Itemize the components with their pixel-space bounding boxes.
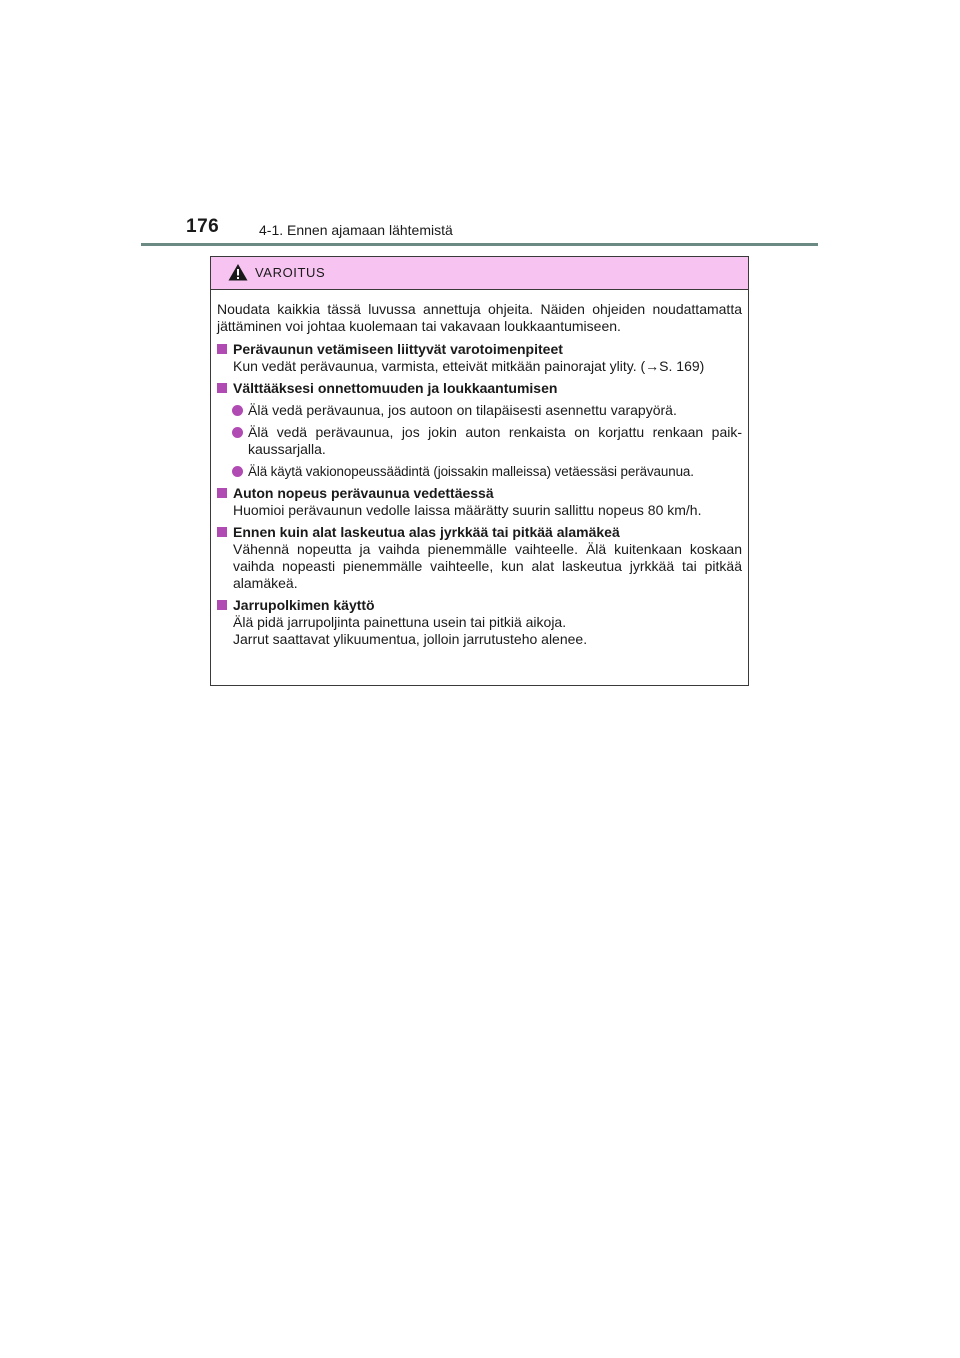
square-bullet-icon (217, 527, 227, 537)
square-bullet-icon (217, 600, 227, 610)
text-line: Älä pidä jarrupoljinta painettuna usein tai pitkiä aikoja. (233, 614, 567, 630)
square-bullet-icon (217, 488, 227, 498)
list-item (217, 463, 742, 480)
warning-intro (217, 301, 742, 335)
page-number: 176 (186, 216, 220, 237)
section-heading: Perävaunun vetämiseen liittyvät varotoimenpiteet (217, 341, 742, 358)
section-trailer-speed (217, 485, 742, 519)
square-bullet-icon (217, 383, 227, 393)
section-avoid-accidents (217, 380, 742, 480)
warning-box (210, 256, 749, 686)
text-line: Älä käytä vakionopeussäädintä (joissakin malleissa) vetäessäsi perävaunua. (248, 464, 694, 479)
section-heading: Ennen kuin alat laskeutua alas jyrkkää tai pitkää alamäkeä (217, 524, 742, 541)
intro-line: jättäminen voi johtaa kuolemaan tai vakavaan loukkaantumiseen. (217, 318, 621, 334)
section-heading: Auton nopeus perävaunua vedettäessä (217, 485, 742, 502)
text-line: kaussarjalla. (248, 441, 326, 457)
text-line: Vähennä nopeutta ja vaihda pienemmälle vaihteelle. Älä kuitenkaan koskaan (233, 541, 742, 557)
warning-title: VAROITUS (255, 265, 326, 280)
text-line: Älä vedä perävaunua, jos autoon on tilapäisesti asennettu varapyörä. (248, 402, 677, 418)
text-line: alamäkeä. (233, 575, 298, 591)
section-text (217, 541, 742, 592)
circle-bullet-icon (232, 466, 243, 477)
warning-triangle-icon (228, 263, 248, 281)
text-line: Jarrut saattavat ylikuumentua, jolloin jarrutusteho alenee. (233, 631, 588, 647)
section-trailer-precautions (217, 341, 742, 375)
list-item (217, 424, 742, 458)
text-line: Älä vedä perävaunua, jos jokin auton renkaista on korjattu renkaan paik- (248, 424, 742, 440)
section-heading: Välttääksesi onnettomuuden ja loukkaantumisen (217, 380, 742, 397)
text-line: vaihda nopeasti pienemmälle vaihteelle, kun alat laskeutua jyrkkää tai pitkää (233, 558, 742, 574)
warning-header (211, 257, 748, 290)
section-text (217, 358, 742, 375)
section-downhill (217, 524, 742, 592)
page-header (0, 0, 960, 250)
section-brake-pedal (217, 597, 742, 648)
square-bullet-icon (217, 344, 227, 354)
intro-line: Noudata kaikkia tässä luvussa annettuja ohjeita. Näiden ohjeiden noudattamatta (217, 301, 742, 317)
section-heading: Jarrupolkimen käyttö (217, 597, 742, 614)
text-line: Huomioi perävaunun vedolle laissa määrätty suurin sallittu nopeus 80 km/h. (233, 502, 702, 518)
circle-bullet-icon (232, 405, 243, 416)
circle-bullet-icon (232, 427, 243, 438)
warning-body (211, 290, 748, 648)
text-line: Kun vedät perävaunua, varmista, etteivät mitkään painorajat ylity. (→S. 169) (233, 358, 705, 374)
section-text (217, 614, 742, 648)
list-item (217, 402, 742, 419)
header-rule (141, 243, 818, 246)
section-text (217, 502, 742, 519)
chapter-title: 4-1. Ennen ajamaan lähtemistä (259, 222, 453, 238)
